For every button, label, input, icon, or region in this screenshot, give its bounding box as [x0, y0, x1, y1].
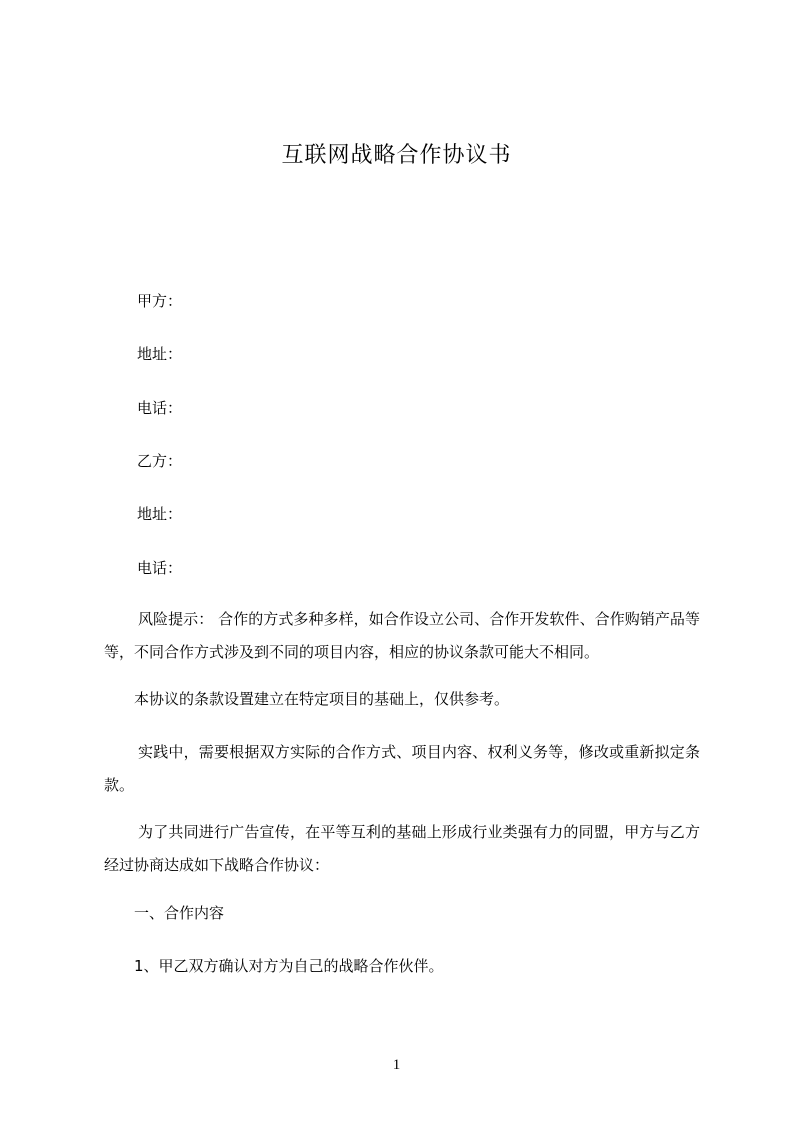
party-a-name-label: 甲方： — [137, 292, 183, 310]
practice-note-paragraph: 实践中，需要根据双方实际的合作方式、项目内容、权利义务等，修改或重新拟定条款。 — [104, 743, 700, 794]
section-heading: 一、合作内容 — [134, 904, 225, 922]
document-title: 互联网战略合作协议书 — [281, 143, 512, 168]
risk-warning-paragraph: 风险提示： 合作的方式多种多样，如合作设立公司、合作开发软件、合作购销产品等等，不同合作方式涉及到不同的项目内容，相应的协议条款可能大不相同。 — [104, 610, 700, 661]
party-a-phone-label: 电话： — [137, 399, 183, 417]
party-a-address-label: 地址： — [137, 345, 183, 363]
page-number: 1 — [392, 1057, 401, 1073]
party-b-name-label: 乙方： — [137, 452, 183, 470]
party-b-phone-label: 电话： — [137, 559, 183, 577]
party-b-address-label: 地址： — [137, 505, 183, 523]
clause-1: 1、甲乙双方确认对方为自己的战略合作伙伴。 — [134, 957, 444, 975]
reference-note-paragraph: 本协议的条款设置建立在特定项目的基础上，仅供参考。 — [134, 690, 510, 708]
preamble-paragraph: 为了共同进行广告宣传，在平等互利的基础上形成行业类强有力的同盟，甲方与乙方经过协商达成如下战略合作协议： — [104, 823, 700, 874]
